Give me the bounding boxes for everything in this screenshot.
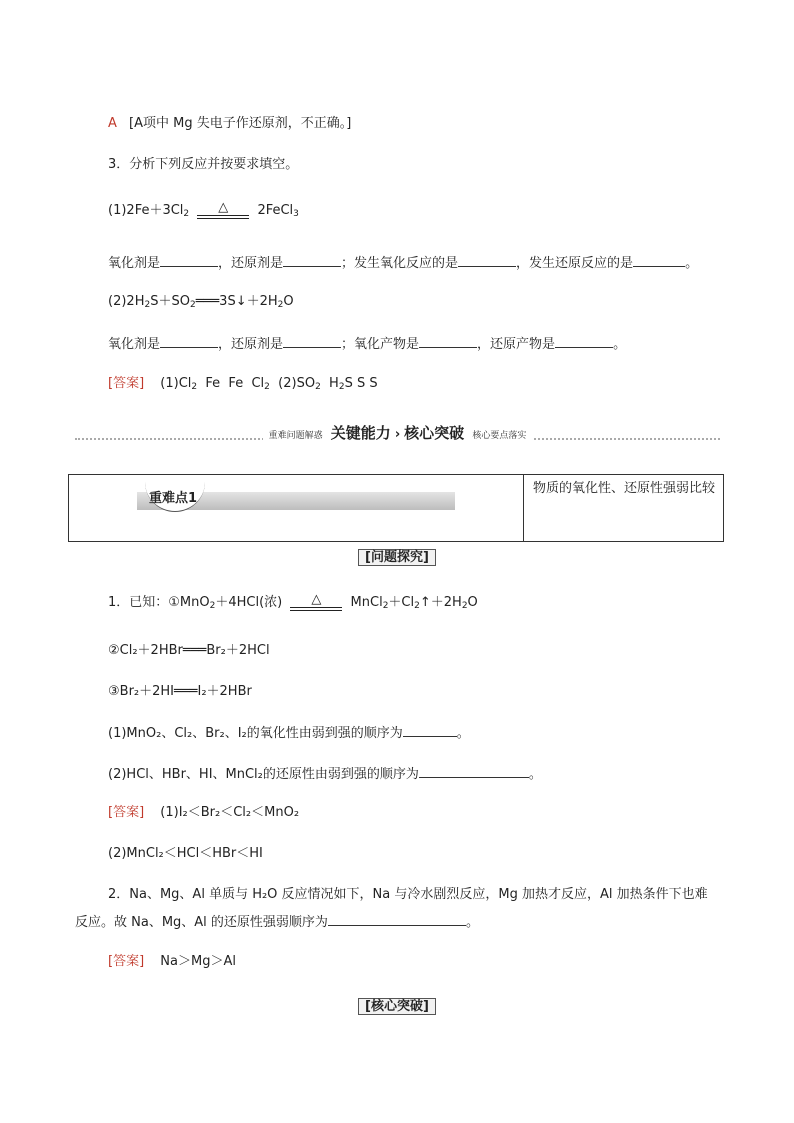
- fill-text: ，发生还原反应的是: [516, 256, 634, 271]
- subscript: 2: [414, 601, 420, 611]
- banner-title-2: 核心突破: [404, 424, 465, 442]
- inq1-equation-3: ③Br₂＋2HI═══I₂＋2HBr: [108, 684, 252, 699]
- eq-part: ＋Cl: [388, 595, 415, 610]
- answer-part: Fe Fe Cl: [197, 376, 265, 391]
- heat-triangle-icon: △: [311, 592, 322, 607]
- subscript: 2: [461, 601, 468, 611]
- q3-fill-2: [108, 333, 626, 355]
- eq-part: ＋4HCl(浓): [215, 595, 283, 610]
- subscript: 2: [338, 382, 345, 392]
- question-end: 。: [456, 726, 470, 741]
- fill-text: 。: [613, 337, 627, 352]
- subscript: 2: [189, 300, 196, 310]
- answer-label: [答案]: [108, 805, 145, 820]
- products: 2FeCl: [257, 203, 294, 218]
- key-point-label: 重难点1: [149, 491, 198, 506]
- eq-part: 2H: [126, 294, 145, 309]
- chevron-right-icon: ›: [394, 427, 401, 442]
- subscript: 2: [144, 300, 151, 310]
- fill-text: ，还原剂是: [218, 256, 284, 271]
- answer-part: S S S: [344, 376, 378, 391]
- heat-equals-sign: [197, 202, 249, 219]
- subscript: 2: [264, 382, 270, 392]
- subscript: 3: [293, 209, 299, 219]
- inq1-equation-1: [108, 590, 478, 619]
- answer-part: (1)Cl: [160, 376, 192, 391]
- inq2-line-1: 2．Na、Mg、Al 单质与 H₂O 反应情况如下，Na 与冷水剧烈反应，Mg 加热才反应，Al 加热条件下也难: [108, 887, 708, 902]
- tag-text: [问题探究]: [358, 549, 436, 566]
- fill-text: ；发生氧化反应的是: [341, 256, 459, 271]
- subscript: 2: [277, 300, 284, 310]
- answer-blank[interactable]: [328, 911, 466, 926]
- fill-text: ；氧化产物是: [341, 337, 420, 352]
- heat-triangle-icon: △: [218, 200, 229, 215]
- answer-label: [答案]: [108, 954, 145, 969]
- q2-answer-line: [108, 114, 351, 134]
- box-divider: [523, 475, 524, 541]
- subscript: 2: [183, 209, 190, 219]
- answer-blank[interactable]: [555, 333, 613, 348]
- inq1-answer-2: (2)MnCl₂＜HCl＜HBr＜HI: [108, 846, 263, 861]
- answer-blank[interactable]: [160, 252, 218, 267]
- answer-blank[interactable]: [160, 333, 218, 348]
- inq2-line-2: [75, 911, 479, 933]
- inq1-equation-2: ②Cl₂＋2HBr═══Br₂＋2HCl: [108, 643, 270, 658]
- banner-text: [75, 422, 720, 443]
- tag-text: [核心突破]: [358, 998, 436, 1015]
- answer-blank[interactable]: [419, 333, 477, 348]
- fill-text: ，还原产物是: [477, 337, 556, 352]
- inq1-answer: [108, 803, 299, 823]
- subscript: 2: [315, 382, 321, 392]
- question-end: 。: [528, 767, 542, 782]
- answer-explanation: [A项中 Mg 失电子作还原剂，不正确。]: [129, 116, 352, 131]
- q3-stem: 3．分析下列反应并按要求填空。: [108, 157, 299, 172]
- question-text: (1)MnO₂、Cl₂、Br₂、I₂的氧化性由弱到强的顺序为: [108, 726, 403, 741]
- inq1-question-1: [108, 722, 470, 744]
- answer-letter: A: [108, 116, 117, 131]
- eq-part: 1．已知：①MnO: [108, 595, 210, 610]
- answer-text: (1)I₂＜Br₂＜Cl₂＜MnO₂: [160, 805, 300, 820]
- fill-text: 。: [685, 256, 699, 271]
- eq-part: O: [467, 595, 478, 610]
- question-end: 。: [465, 915, 479, 930]
- fill-text: 氧化剂是: [108, 337, 161, 352]
- q3-answer: [108, 374, 378, 397]
- answer-blank[interactable]: [633, 252, 685, 267]
- answer-part: H: [320, 376, 339, 391]
- section-tag-core: [0, 995, 794, 1014]
- question-text: 反应。故 Na、Mg、Al 的还原性强弱顺序为: [75, 915, 328, 930]
- banner-title: 关键能力: [330, 424, 391, 442]
- eq-part: S＋SO: [150, 294, 190, 309]
- fill-text: 氧化剂是: [108, 256, 161, 271]
- answer-blank[interactable]: [458, 252, 516, 267]
- answer-blank[interactable]: [403, 722, 457, 737]
- eq-part: MnCl: [350, 595, 383, 610]
- answer-label: [答案]: [108, 376, 145, 391]
- q3-reaction-1: [108, 198, 299, 227]
- heat-equals-sign: [290, 594, 342, 611]
- answer-part: (2)SO: [269, 376, 316, 391]
- answer-text: Na＞Mg＞Al: [160, 954, 236, 969]
- reactants: 2Fe＋3Cl: [126, 203, 184, 218]
- answer-text: [160, 376, 377, 391]
- answer-blank[interactable]: [283, 252, 341, 267]
- eq-part: ═══3S↓＋2H: [195, 294, 278, 309]
- subscript: 2: [209, 601, 216, 611]
- section-tag-inquiry: [0, 546, 794, 565]
- q3-fill-1: [108, 252, 698, 274]
- inq2-answer: [108, 952, 236, 972]
- question-text: (2)HCl、HBr、HI、MnCl₂的还原性由弱到强的顺序为: [108, 767, 419, 782]
- answer-blank[interactable]: [419, 763, 529, 778]
- fill-text: ，还原剂是: [218, 337, 284, 352]
- inq1-question-2: [108, 763, 542, 785]
- eq-part: ↑＋2H: [419, 595, 462, 610]
- key-point-box: [68, 474, 724, 542]
- key-point-topic: 物质的氧化性、还原性强弱比较: [532, 481, 715, 496]
- reaction-number: (2): [108, 294, 127, 309]
- banner-subtitle-right: 核心要点落实: [472, 431, 527, 441]
- reaction-number: (1): [108, 203, 127, 218]
- banner-subtitle-left: 重难问题解惑: [268, 431, 323, 441]
- eq-part: O: [283, 294, 294, 309]
- subscript: 2: [191, 382, 198, 392]
- section-banner: [75, 422, 720, 442]
- q3-reaction-2: [108, 292, 294, 315]
- subscript: 2: [382, 601, 389, 611]
- answer-blank[interactable]: [283, 333, 341, 348]
